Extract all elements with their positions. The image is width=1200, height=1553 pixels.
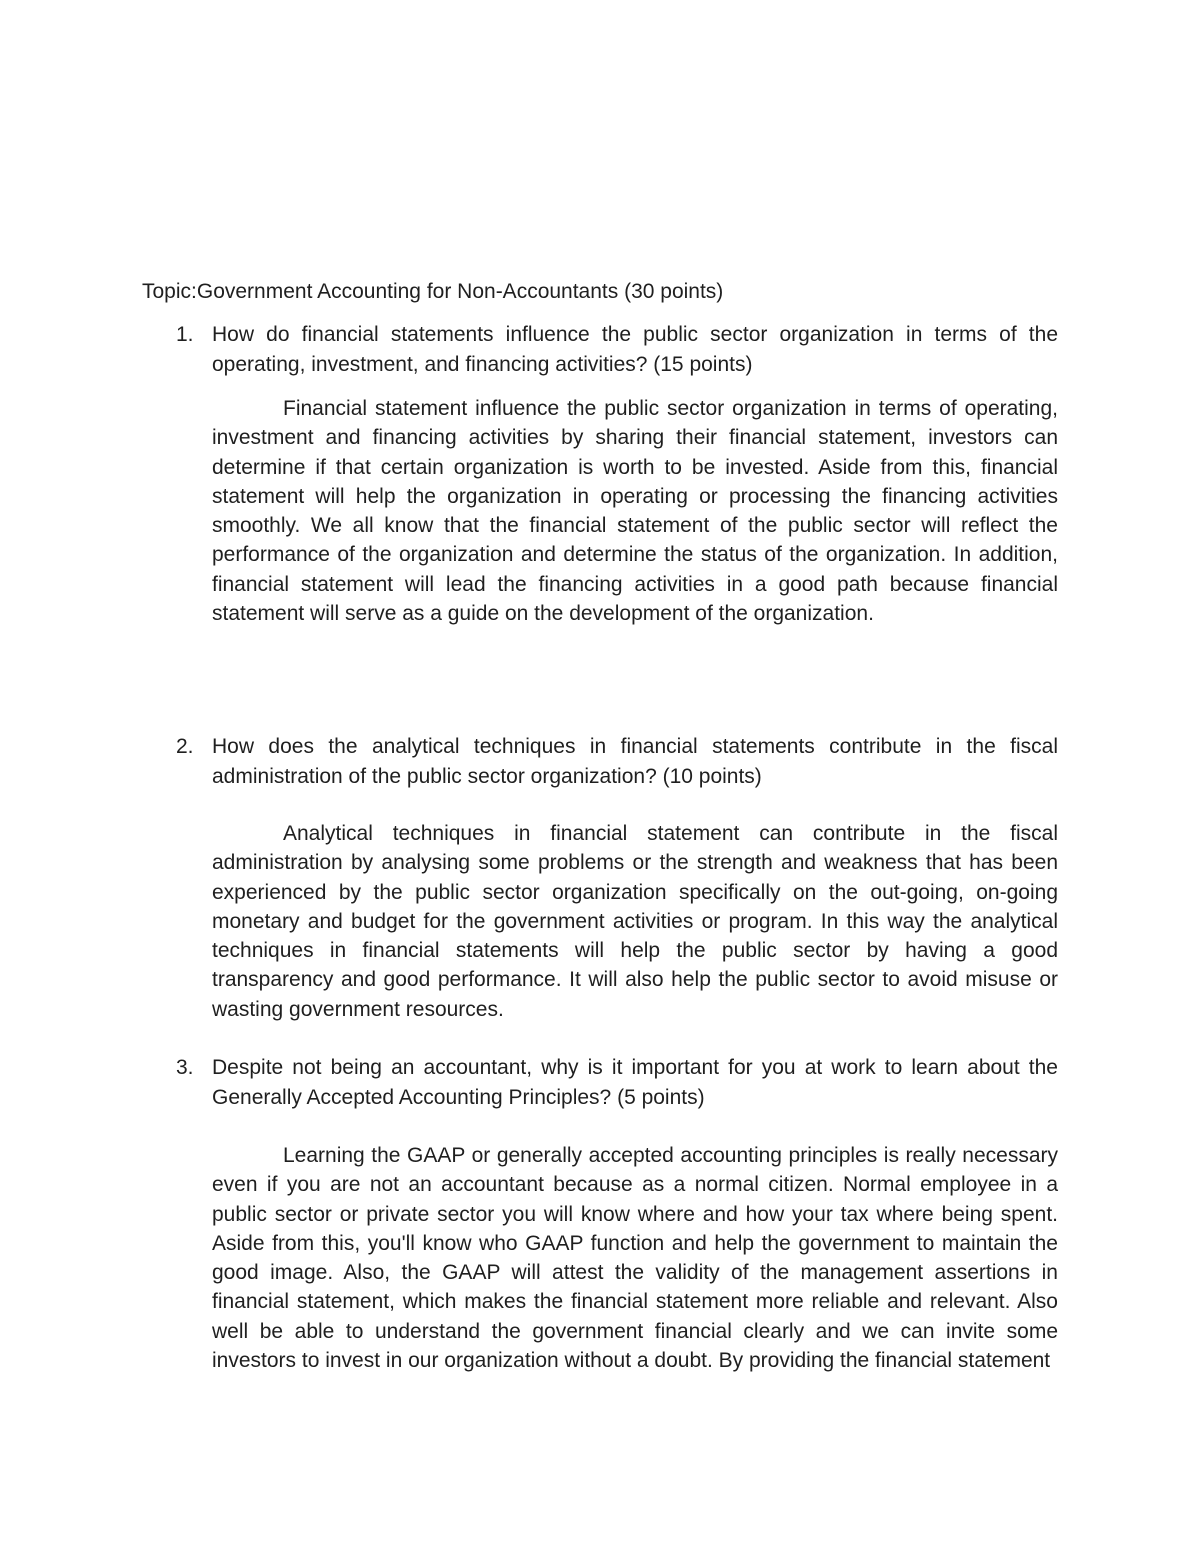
answer-1-text: Financial statement influence the public sector organization in terms of operating, investment and financing activities by sharing their financial statement, investors can determine if that certain organization is worth to be invested. Aside from this, financial statement will help the organization in operating or processing the financing activities smoothly. We all know that the financial statement of the public sector will reflect the performance of the organization and determine the status of the organization. In addition, financial statement will lead the financing activities in a good path because financial statement will serve as a guide on the development of the organization. (212, 397, 1058, 626)
question-2-number: 2. (176, 735, 194, 758)
answer-2-text: Analytical techniques in financial statement can contribute in the fiscal administration by analysing some problems or the strength and weakness that has been experienced by the public sector organization specifically on the out-going, on-going monetary and budget for the government activities or program. In this way the analytical techniques in financial statements will help the public sector by having a good transparency and good performance. It will also help the public sector to avoid misuse or wasting government resources. (212, 822, 1058, 1021)
question-2-text: How does the analytical techniques in financial statements contribute in the fiscal administration of the public sector organization? (10 points) (212, 735, 1058, 788)
answer-3-text: Learning the GAAP or generally accepted accounting principles is really necessary even if you are not an accountant because as a normal citizen. Normal employee in a public sector or private sector you will know where and how your tax where being spent. Aside from this, you'll know who GAAP function and help the government to maintain the good image. Also, the GAAP will attest the validity of the management assertions in financial statement, which makes the financial statement more reliable and relevant. Also well be able to understand the government financial clearly and we can invite some investors to invest in our organization without a doubt. By providing the financial statement (212, 1144, 1058, 1373)
question-1-number: 1. (176, 323, 194, 346)
question-1-text: How do financial statements influence the public sector organization in terms of the operating, investment, and financing activities? (15 points) (212, 323, 1058, 376)
topic-heading: Topic:Government Accounting for Non-Accountants (30 points) (142, 280, 724, 303)
question-3-text: Despite not being an accountant, why is it important for you at work to learn about the Generally Accepted Accounting Principles? (5 points) (212, 1056, 1058, 1109)
question-3-number: 3. (176, 1056, 194, 1079)
